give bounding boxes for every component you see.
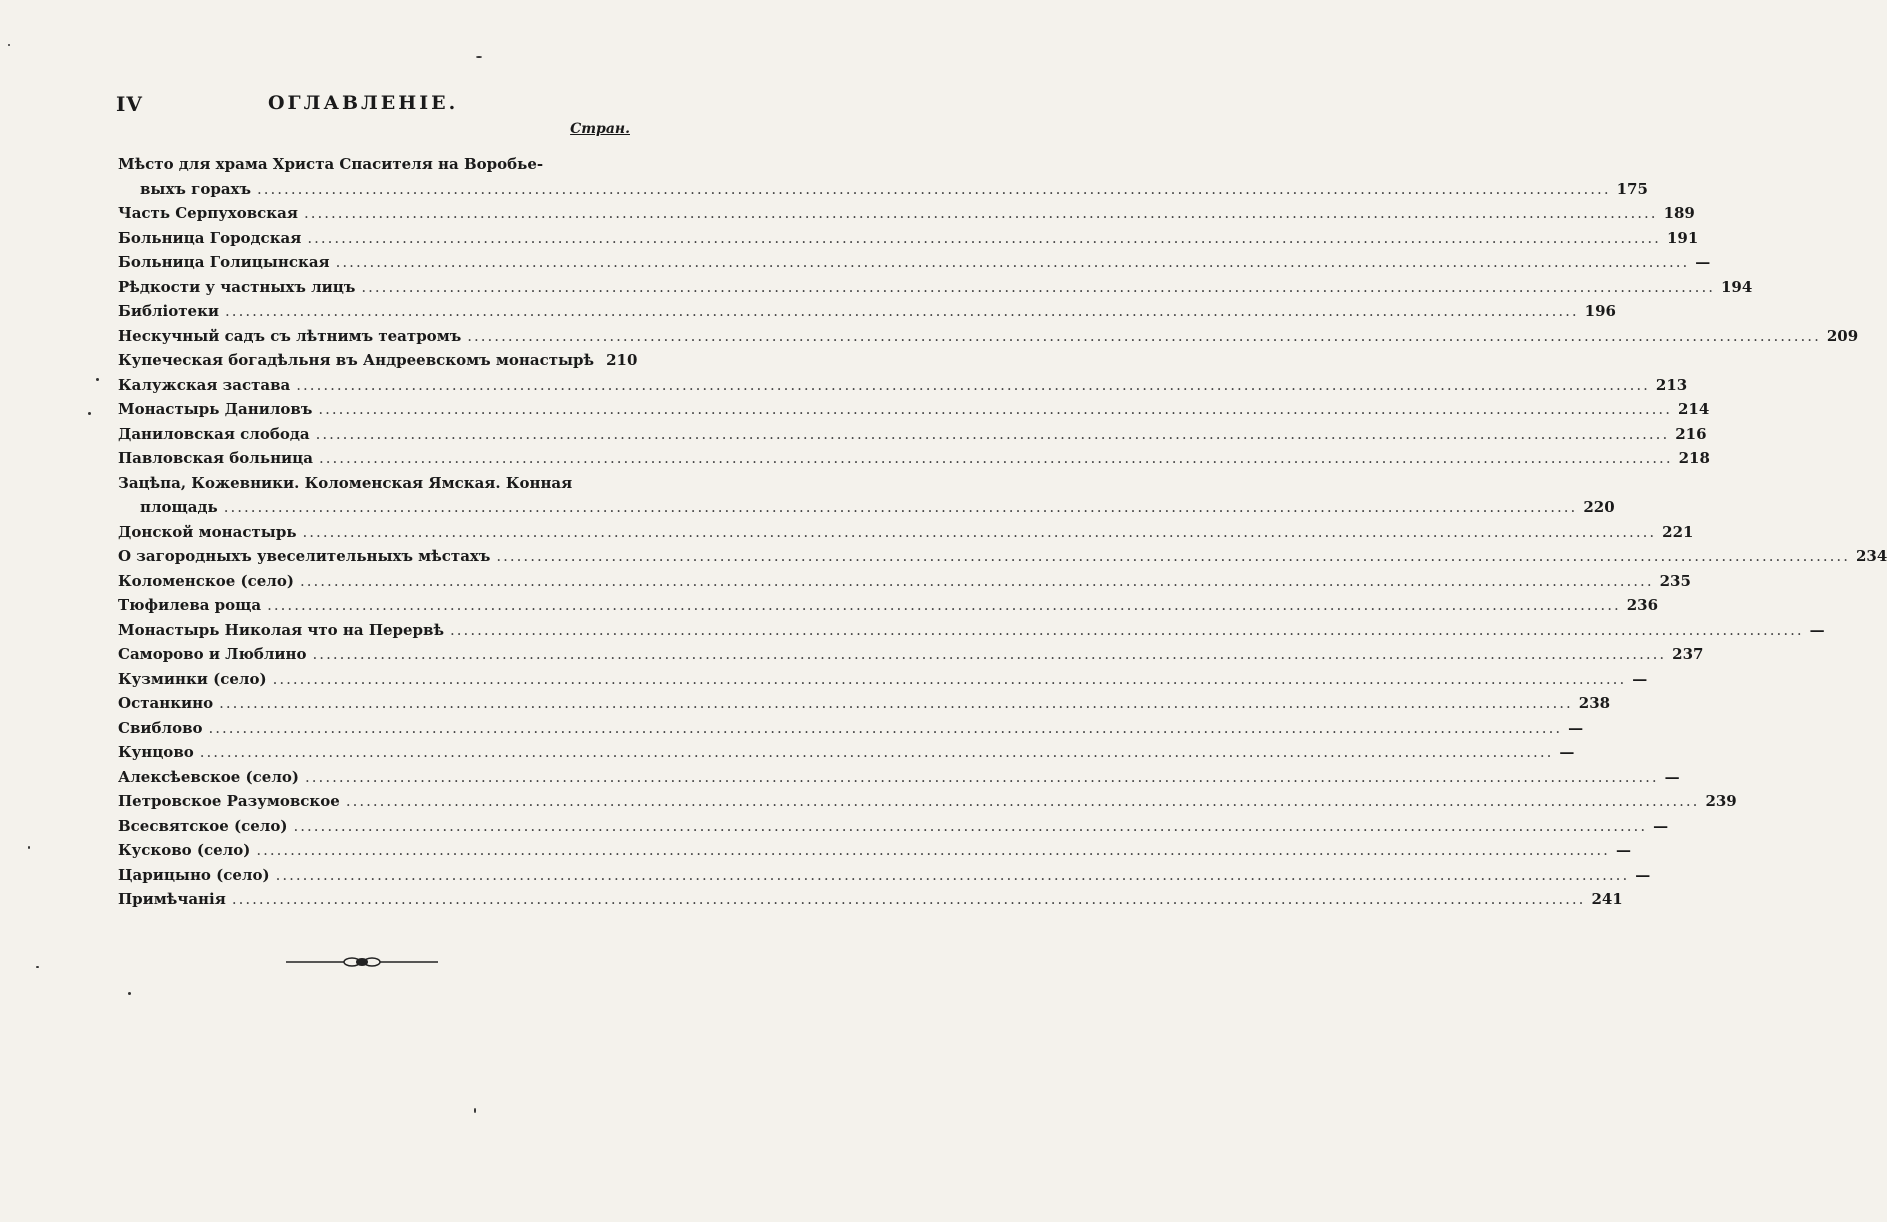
toc-entry-page: 216 <box>1675 424 1707 443</box>
toc-entry-title: Свиблово <box>118 718 203 737</box>
toc-entry-page: — <box>1559 743 1575 761</box>
toc-entry <box>118 275 1753 300</box>
paper-speck <box>128 992 131 995</box>
toc-entry <box>118 863 1651 888</box>
toc-entry-page: 239 <box>1705 792 1737 810</box>
toc-entry <box>118 765 1680 790</box>
toc-entry-title: Тюфилева роща <box>118 596 262 614</box>
toc-entry <box>118 520 1694 545</box>
toc-entry-page: — <box>1635 865 1651 884</box>
toc-entry <box>118 250 1711 275</box>
toc-entry <box>118 324 1859 349</box>
toc-leader-dots: ........................................................................................................................................................................................................ <box>335 253 1690 271</box>
toc-leader-dots: ........................................................................................................................................................................................................ <box>296 375 1650 394</box>
toc-entry-title: Больница Городская <box>118 228 302 247</box>
toc-entry-title: Библіотеки <box>118 302 220 320</box>
toc-leader-dots: ........................................................................................................................................................................................................ <box>256 841 1610 859</box>
toc-entry-title: выхъ горахъ <box>140 179 251 198</box>
toc-entry-page: 234 <box>1855 547 1887 565</box>
toc-entry-page: 191 <box>1666 228 1699 247</box>
toc-leader-dots: ........................................................................................................................................................................................................ <box>315 424 1670 443</box>
toc-leader-dots: ........................................................................................................................................................................................................ <box>467 326 1821 345</box>
toc-entry-title: Царицыно (село) <box>118 865 270 884</box>
toc-entry-title: Нескучный садъ съ лѣтнимъ театромъ <box>118 326 462 345</box>
toc-entry-page: 209 <box>1826 326 1859 345</box>
paper-speck <box>476 56 482 58</box>
toc-leader-dots: ........................................................................................................................................................................................................ <box>208 718 1563 737</box>
toc-entry-continuation <box>118 177 1648 202</box>
toc-entry-page: — <box>1809 620 1825 639</box>
toc-entry-title: Рѣдкости у частныхъ лицъ <box>118 277 356 296</box>
paper-speck <box>96 378 99 381</box>
page-title: ОГЛАВЛЕНІЕ. <box>268 92 459 114</box>
toc-entry-title: Даниловская слобода <box>118 424 310 443</box>
toc-entry-page: 241 <box>1591 890 1623 908</box>
toc-entry <box>118 544 1887 569</box>
toc-entry-page: 218 <box>1678 449 1710 467</box>
toc-entry-title: Больница Голицынская <box>118 253 330 271</box>
toc-leader-dots: ........................................................................................................................................................................................................ <box>199 743 1554 761</box>
toc-entry <box>118 593 1659 618</box>
toc-entry-title: Павловская больница <box>118 449 313 467</box>
toc-entry-page: 189 <box>1663 204 1695 222</box>
toc-leader-dots: ........................................................................................................................................................................................................ <box>361 277 1715 296</box>
page-column-label: Стран. <box>570 121 630 137</box>
toc-entry <box>118 789 1737 814</box>
toc-entry <box>118 814 1669 839</box>
toc-entry-page: 238 <box>1578 694 1611 712</box>
toc-leader-dots: ........................................................................................................................................................................................................ <box>231 890 1586 908</box>
toc-entry-title: Коломенское (село) <box>118 571 294 590</box>
toc-entry-page: 213 <box>1655 375 1688 394</box>
toc-entry <box>118 422 1707 447</box>
toc-entry-title: Кунцово <box>118 743 194 761</box>
toc-entry-title: Всесвятское (село) <box>118 816 288 835</box>
toc-entry-page: — <box>1568 718 1584 737</box>
toc-entry-title: площадь <box>140 498 218 516</box>
toc-entry-page: — <box>1632 669 1648 688</box>
toc-entry <box>118 471 1615 520</box>
toc-leader-dots: ........................................................................................................................................................................................................ <box>307 228 1661 247</box>
paper-speck <box>8 44 10 46</box>
toc-leader-dots: ........................................................................................................................................................................................................ <box>267 596 1621 614</box>
toc-entry <box>118 642 1704 667</box>
toc-leader-dots: ........................................................................................................................................................................................................ <box>312 645 1667 663</box>
toc-entry <box>118 691 1611 716</box>
table-of-contents <box>118 152 1887 912</box>
toc-entry-title: Калужская застава <box>118 375 291 394</box>
toc-entry-page: — <box>1695 253 1711 271</box>
toc-entry <box>118 740 1575 765</box>
toc-entry-title: Примѣчанія <box>118 890 226 908</box>
paper-speck <box>36 966 39 968</box>
toc-leader-dots: ........................................................................................................................................................................................................ <box>299 571 1654 590</box>
toc-entry-page: 221 <box>1662 522 1694 541</box>
toc-entry-title: Кузминки (село) <box>118 669 267 688</box>
toc-leader-dots: ........................................................................................................................................................................................................ <box>318 400 1672 418</box>
toc-leader-dots: ........................................................................................................................................................................................................ <box>302 522 1657 541</box>
toc-entry-title-line1: Мѣсто для храма Христа Спасителя на Воробье- <box>118 155 544 173</box>
paper-speck <box>88 412 91 415</box>
toc-entry-title: Монастырь Даниловъ <box>118 400 313 418</box>
toc-leader-dots: ........................................................................................................................................................................................................ <box>496 547 1850 565</box>
toc-entry-page: — <box>1664 767 1680 786</box>
toc-leader-dots: ........................................................................................................................................................................................................ <box>272 669 1627 688</box>
toc-leader-dots: ........................................................................................................................................................................................................ <box>303 204 1658 222</box>
toc-leader-dots: ........................................................................................................................................................................................................ <box>275 865 1630 884</box>
toc-entry-title-line1: Зацѣпа, Кожевники. Коломенская Ямская. Конная <box>118 473 573 492</box>
toc-entry-title: Петровское Разумовское <box>118 792 340 810</box>
toc-leader-dots: ........................................................................................................................................................................................................ <box>345 792 1700 810</box>
toc-leader-dots: ........................................................................................................................................................................................................ <box>293 816 1648 835</box>
toc-entry-title: Алексѣевское (село) <box>118 767 300 786</box>
toc-entry <box>118 373 1688 398</box>
toc-entry-page: 237 <box>1672 645 1704 663</box>
toc-entry <box>118 299 1616 324</box>
toc-leader-dots: ........................................................................................................................................................................................................ <box>256 179 1611 198</box>
toc-entry-page: — <box>1615 841 1631 859</box>
toc-entry <box>118 838 1631 863</box>
toc-entry-page: 194 <box>1721 277 1753 296</box>
toc-entry <box>118 226 1699 251</box>
toc-entry-title: Купеческая богадѣльня въ Андреевскомъ монастырѣ <box>118 351 595 369</box>
toc-entry <box>118 201 1695 226</box>
paper-speck <box>28 846 30 849</box>
toc-leader-dots: ........................................................................................................................................................................................................ <box>450 620 1804 639</box>
toc-entry-page: 214 <box>1677 400 1710 418</box>
toc-entry-title: Донской монастырь <box>118 522 297 541</box>
toc-entry-page: 235 <box>1659 571 1691 590</box>
paper-speck <box>474 1108 476 1113</box>
toc-leader-dots: ........................................................................................................................................................................................................ <box>219 694 1573 712</box>
toc-entry-page: 210 <box>606 351 638 369</box>
toc-entry <box>118 348 638 373</box>
toc-leader-dots: ........................................................................................................................................................................................................ <box>305 767 1659 786</box>
toc-entry <box>118 716 1584 741</box>
toc-entry-page: 196 <box>1584 302 1616 320</box>
toc-entry-title: Останкино <box>118 694 214 712</box>
toc-entry-page: — <box>1653 816 1669 835</box>
toc-leader-dots: ........................................................................................................................................................................................................ <box>318 449 1673 467</box>
toc-entry-title: Саморово и Люблино <box>118 645 307 663</box>
toc-entry <box>118 618 1825 643</box>
toc-entry-page: 175 <box>1616 179 1648 198</box>
toc-entry-page: 220 <box>1583 498 1615 516</box>
toc-leader-dots: ........................................................................................................................................................................................................ <box>223 498 1578 516</box>
toc-entry <box>118 397 1710 422</box>
toc-entry-title: О загородныхъ увеселительныхъ мѣстахъ <box>118 547 491 565</box>
toc-entry-continuation <box>118 495 1615 520</box>
ornament-divider <box>282 954 442 970</box>
toc-entry <box>118 152 1648 201</box>
toc-entry-page: 236 <box>1626 596 1659 614</box>
toc-entry-title: Кусково (село) <box>118 841 251 859</box>
toc-entry-title: Часть Серпуховская <box>118 204 298 222</box>
page-number: IV <box>116 92 143 116</box>
toc-entry <box>118 887 1623 912</box>
toc-entry <box>118 446 1710 471</box>
toc-entry <box>118 667 1648 692</box>
toc-entry-title: Монастырь Николая что на Перервѣ <box>118 620 445 639</box>
toc-leader-dots: ........................................................................................................................................................................................................ <box>225 302 1579 320</box>
toc-entry <box>118 569 1691 594</box>
